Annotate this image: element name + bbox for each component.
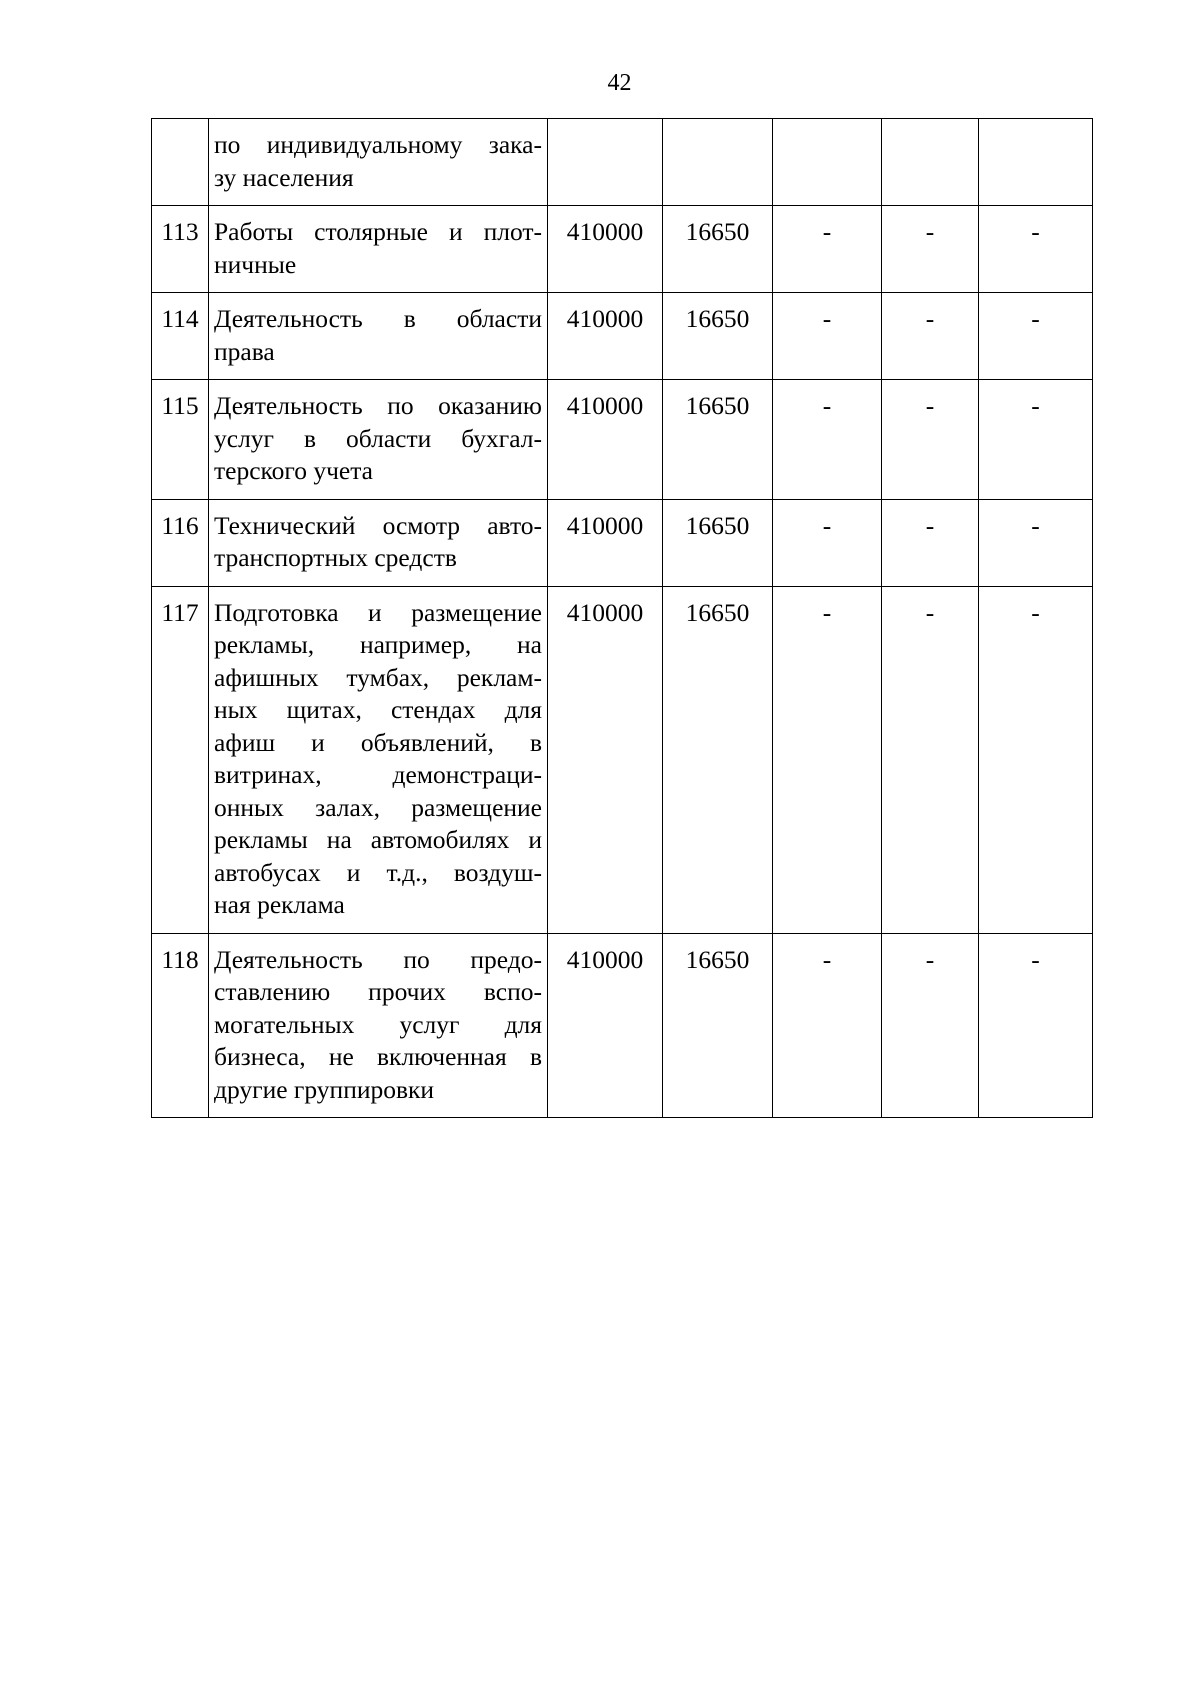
dash-cell: - (979, 206, 1093, 293)
table-row (152, 586, 1093, 933)
row-number-cell (152, 119, 209, 206)
description-line: афишных тумбах, реклам- (214, 662, 542, 692)
amount-cell: 16650 (663, 293, 773, 380)
amount-cell: 410000 (548, 586, 663, 933)
dash-cell: - (979, 293, 1093, 380)
description-line: услуг в области бухгал- (214, 423, 542, 453)
dash-cell: - (773, 586, 882, 933)
amount-cell: 410000 (548, 933, 663, 1118)
description-line: терского учета (214, 456, 373, 485)
row-number-cell: 114 (152, 293, 209, 380)
activity-description-cell (209, 293, 548, 380)
amount-cell: 410000 (548, 380, 663, 500)
description-line: Технический осмотр авто- (214, 510, 542, 540)
description-line: витринах, демонстраци- (214, 760, 542, 789)
description-line: ных щитах, стендах для (214, 695, 542, 724)
amount-cell: 16650 (663, 206, 773, 293)
activity-description-cell (209, 586, 548, 933)
description-line: онных залах, размещение (214, 792, 542, 822)
description-line: Деятельность по оказанию (214, 391, 542, 420)
row-number-cell: 116 (152, 499, 209, 586)
description-line: транспортных средств (214, 543, 457, 572)
dash-cell: - (882, 499, 979, 586)
activity-description-cell (209, 933, 548, 1118)
dash-cell (882, 119, 979, 206)
description-line: могательных услуг для (214, 1009, 542, 1039)
page-number: 42 (607, 70, 632, 96)
amount-cell: 410000 (548, 293, 663, 380)
dash-cell: - (773, 380, 882, 500)
description-line: другие группировки (214, 1074, 435, 1104)
dash-cell: - (882, 206, 979, 293)
table-row (152, 206, 1093, 293)
table-row (152, 380, 1093, 500)
dash-cell: - (773, 206, 882, 293)
table-row (152, 933, 1093, 1118)
amount-cell: 410000 (548, 206, 663, 293)
dash-cell: - (882, 293, 979, 380)
description-line: афиш и объявлений, в (214, 727, 542, 757)
description-line: ничные (214, 249, 297, 279)
description-line: ставлению прочих вспо- (214, 977, 542, 1006)
table-body (152, 119, 1093, 1118)
dash-cell: - (979, 380, 1093, 500)
row-number-cell: 117 (152, 586, 209, 933)
amount-cell: 16650 (663, 933, 773, 1118)
activity-description-cell (209, 206, 548, 293)
dash-cell: - (882, 586, 979, 933)
row-number-cell: 113 (152, 206, 209, 293)
amount-cell: 16650 (663, 586, 773, 933)
table-row (152, 499, 1093, 586)
amount-cell: 16650 (663, 499, 773, 586)
description-line: бизнеса, не включенная в (214, 1042, 542, 1071)
description-line: Подготовка и размещение (214, 597, 542, 627)
description-line: права (214, 336, 275, 366)
dash-cell: - (773, 933, 882, 1118)
amount-cell: 410000 (548, 499, 663, 586)
dash-cell: - (773, 293, 882, 380)
activity-description-cell (209, 119, 548, 206)
dash-cell: - (979, 933, 1093, 1118)
dash-cell: - (979, 586, 1093, 933)
dash-cell (773, 119, 882, 206)
dash-cell: - (882, 380, 979, 500)
activity-description-cell (209, 380, 548, 500)
amount-cell: 16650 (663, 380, 773, 500)
dash-cell (979, 119, 1093, 206)
description-line: Деятельность по предо- (214, 944, 542, 974)
dash-cell: - (882, 933, 979, 1118)
amount-cell (663, 119, 773, 206)
description-line: рекламы на автомобилях и (214, 825, 542, 854)
activity-description-cell (209, 499, 548, 586)
table-row (152, 119, 1093, 206)
dash-cell: - (979, 499, 1093, 586)
amount-cell (548, 119, 663, 206)
table-row (152, 293, 1093, 380)
activity-rates-table (151, 118, 1093, 1118)
dash-cell: - (773, 499, 882, 586)
description-line: Работы столярные и плот- (214, 217, 542, 246)
description-line: автобусах и т.д., воздуш- (214, 857, 542, 887)
description-line: по индивидуальному зака- (214, 130, 542, 159)
row-number-cell: 118 (152, 933, 209, 1118)
description-line: рекламы, например, на (214, 630, 542, 659)
description-line: зу населения (214, 162, 354, 192)
row-number-cell: 115 (152, 380, 209, 500)
description-line: Деятельность в области (214, 304, 542, 333)
description-line: ная реклама (214, 890, 345, 919)
